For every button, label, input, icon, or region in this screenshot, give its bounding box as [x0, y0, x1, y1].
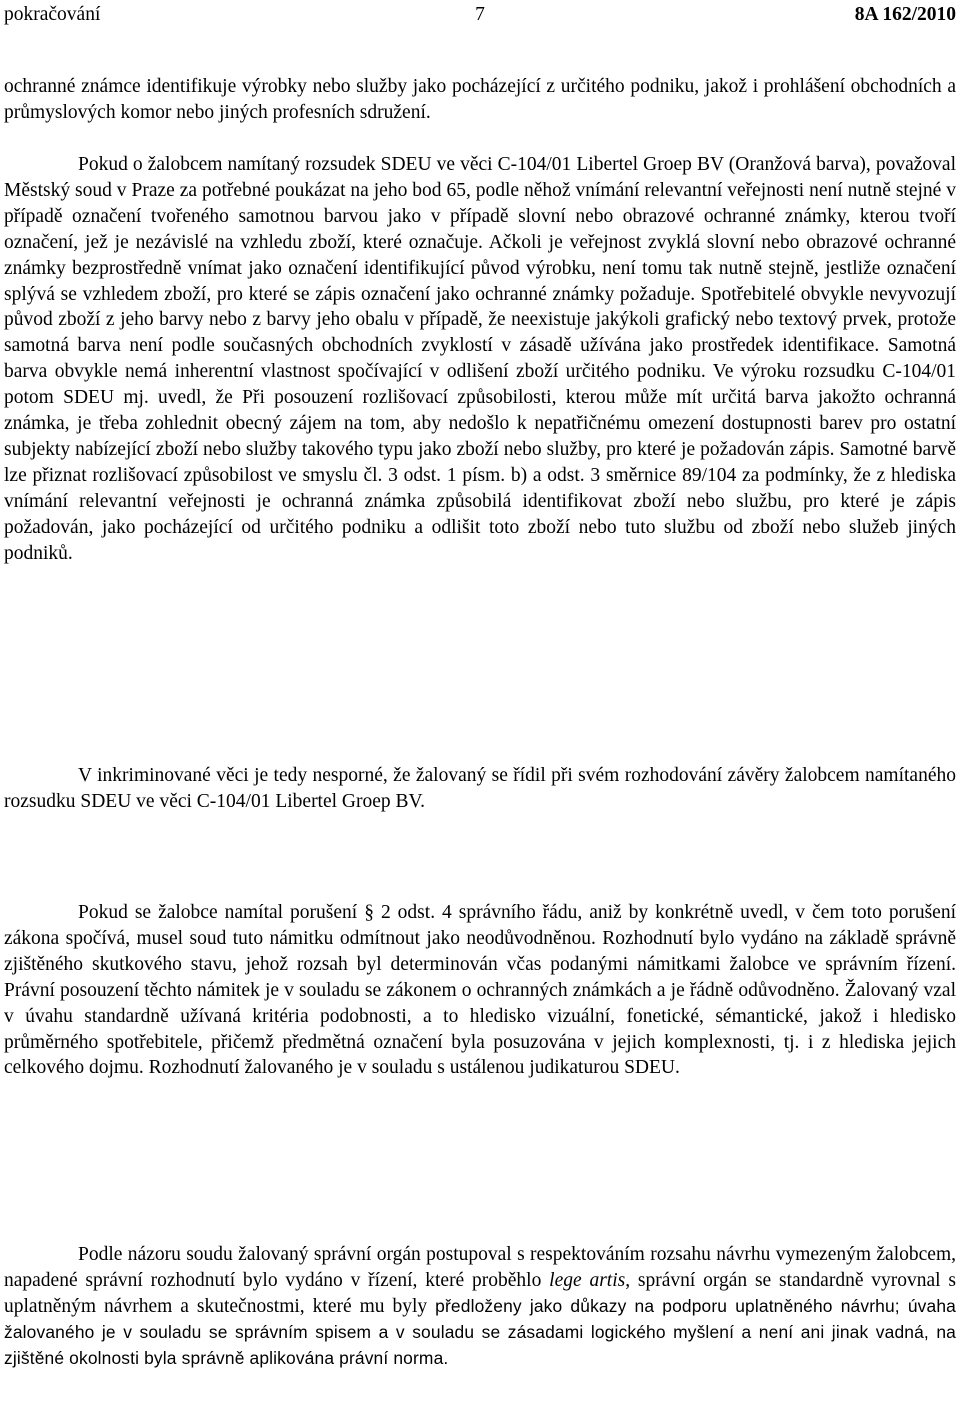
header-continuation-label: pokračování [4, 4, 101, 25]
paragraph-court-opinion-part-3: předloženy jako důkazy na podporu uplatněného návrhu; úvaha žalovaného je v souladu se správním spisem a v souladu se zásadami logického myšlení a není ani jinak vadná, na zjištěné okolnosti byla správně aplikována právní norma. [4, 1295, 956, 1368]
paragraph-continuation: ochranné známce identifikuje výrobky nebo služby jako pocházející z určitého podniku, jakož i prohlášení obchodních a průmyslových komor nebo jiných profesních sdružení. [4, 76, 956, 123]
case-number: 8A 162/2010 [854, 4, 956, 25]
lege-artis-italic: lege artis [549, 1269, 626, 1291]
page-number: 7 [475, 4, 485, 25]
paragraph-procedural-objection: Pokud se žalobce namítal porušení § 2 odst. 4 správního řádu, aniž by konkrétně uvedl, v čem toto porušení zákona spočívá, musel soud tuto námitku odmítnout jako neodůvodněnou. Rozhodnutí bylo vydáno na základě správně zjištěného skutkového stavu, jehož rozsah byl determinován včas podanými námitkami žalobce ve správním řízení. Právní posouzení těchto námitek je v souladu se zákonem o ochranných známkách a je řádně odůvodněno. Žalovaný vzal v úvahu standardně užívaná kritéria podobnosti, a to hledisko vizuální, fonetické, sémantické, jakož i hledisko průměrného spotřebitele, přičemž předmětná označení byla posuzována v jejich komplexnosti, tj. i z hlediska jejich celkového dojmu. Rozhodnutí žalovaného je v souladu s ustálenou judikaturou SDEU. [4, 902, 956, 1079]
paragraph-conclusion: V inkriminované věci je tedy nesporné, že žalovaný se řídil při svém rozhodování závěry žalobcem namítaného rozsudku SDEU ve věci C-104/01 Libertel Groep BV. [4, 765, 956, 812]
paragraph-libertel-judgment: Pokud o žalobcem namítaný rozsudek SDEU ve věci C-104/01 Libertel Groep BV (Oranžová barva), považoval Městský soud v Praze za potřebné poukázat na jeho bod 65, podle něhož vnímání relevantní veřejnosti není nutně stejné v případě označení tvořeného samotnou barvou jako v případě slovní nebo obrazové ochranné známky, kterou tvoří označení, jež je nezávislé na vzhledu zboží, které označuje. Ačkoli je veřejnost zvyklá slovní nebo obrazové ochranné známky bezprostředně vnímat jako označení identifikující původ výrobku, není tomu tak nutně stejně, jestliže označení splývá se vzhledem zboží, pro které se zápis označení jako ochranné známky požaduje. Spotřebitelé obvykle nevyvozují původ zboží z jeho barvy nebo z barvy jeho obalu v případě, že neexistuje jakýkoli grafický nebo textový prvek, protože samotná barva není podle současných obchodních zvyklostí v zásadě užívána jako prostředek identifikace. Samotná barva obvykle nemá inherentní vlastnost spočívající v odlišení zboží určitého podniku. Ve výroku rozsudku C-104/01 potom SDEU mj. uvedl, že Při posouzení rozlišovací způsobilosti, kterou může mít určitá barva jakožto ochranná známka, je třeba zohlednit obecný zájem na tom, aby nedošlo k nepatřičnému omezení dostupnosti barev pro ostatní subjekty nabízející zboží nebo služby takového typu jako zboží nebo služby, pro které je požadován zápis. Samotné barvě lze přiznat rozlišovací způsobilost ve smyslu čl. 3 odst. 1 písm. b) a odst. 3 směrnice 89/104 za podmínky, že z hlediska vnímání relevantní veřejnosti je ochranná známka způsobilá identifikovat zboží nebo službu, pro které je zápis požadován, jako pocházející od určitého podniku a odlišit toto zboží nebo tuto službu od zboží nebo služeb jiných podniků. [4, 154, 956, 564]
paragraph-court-opinion-part-1: Podle názoru soudu žalovaný správní orgán postupoval s respektováním rozsahu návrhu vymezeným žalobcem, napadené správní rozhodnutí bylo vydáno v řízení, které proběhlo [4, 1244, 956, 1291]
paragraph-court-opinion-part-2: , správní orgán se standardně vyrovnal s uplatněným návrhem a skutečnostmi, které mu byly [4, 1269, 956, 1317]
page-header [4, 2, 956, 28]
paragraph-court-opinion [4, 1242, 956, 1372]
